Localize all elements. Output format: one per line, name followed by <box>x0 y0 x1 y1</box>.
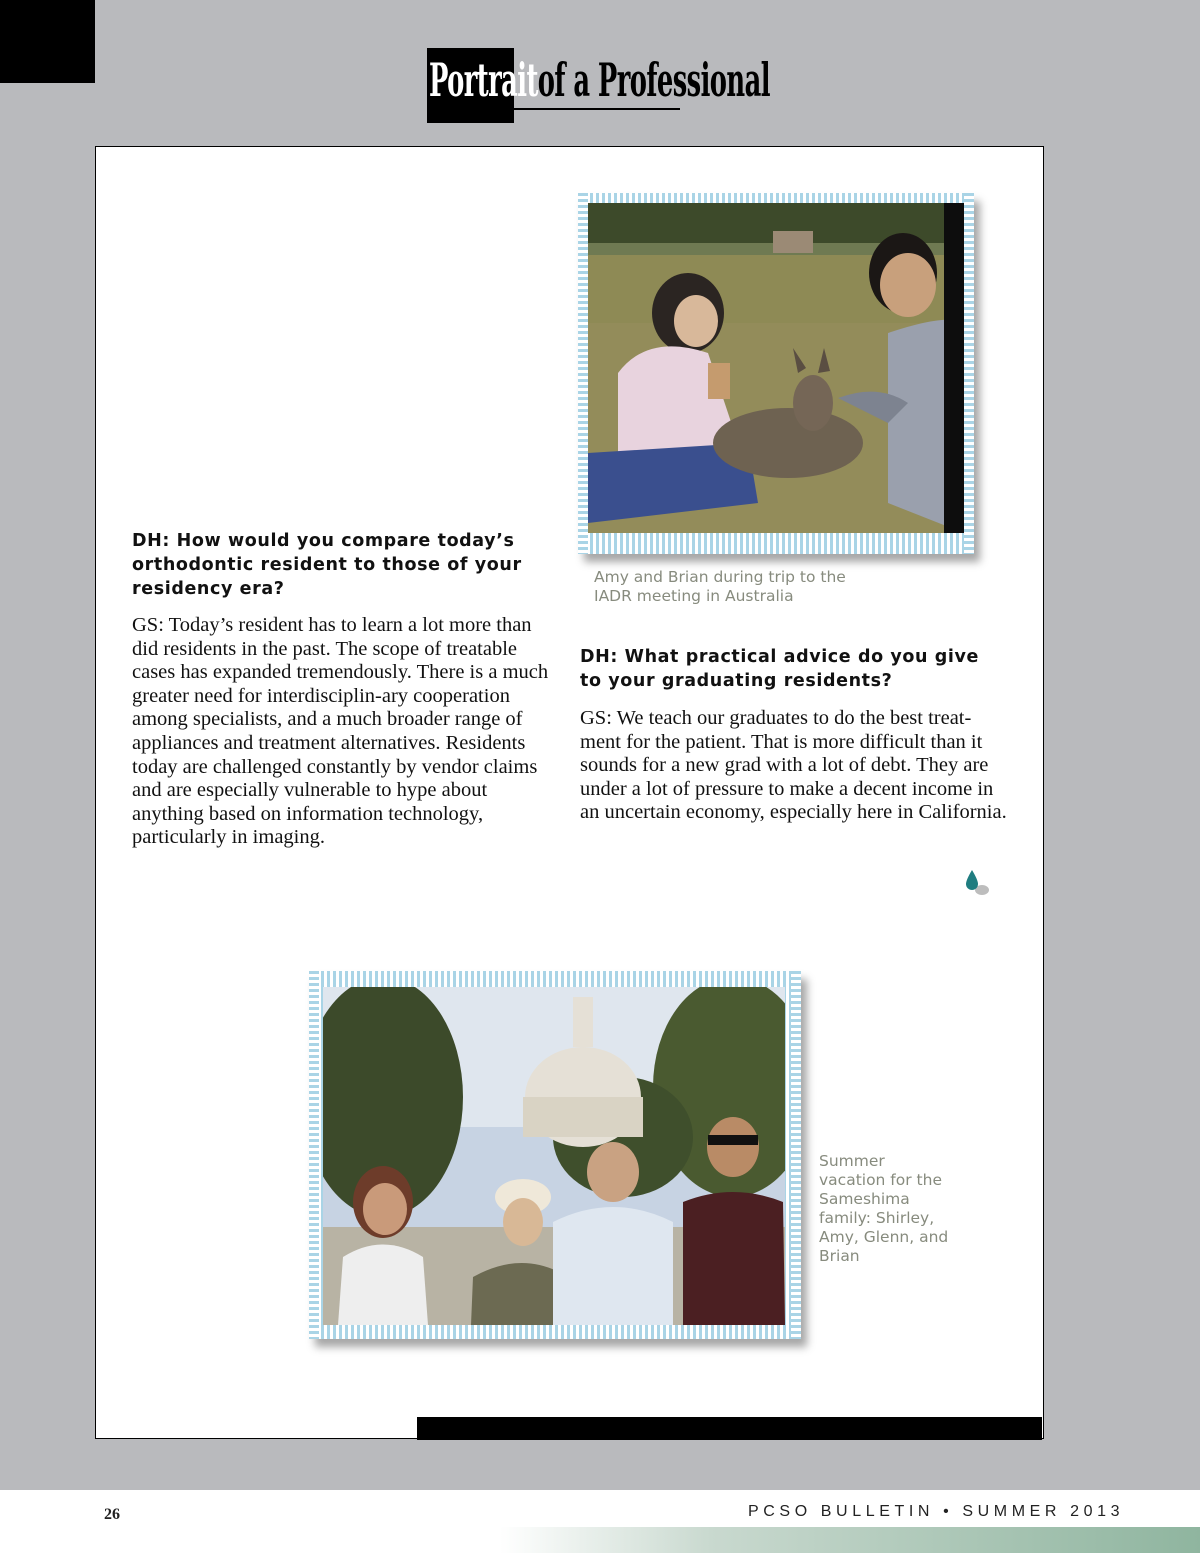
kangaroo-photo <box>588 203 964 533</box>
right-answer: GS: We teach our graduates to do the best treat-ment for the patient. That is more difficult than it sounds for a new grad with a lot of debt. They are under a lot of pressure to make a decent income in an uncertain economy, especially here in California. <box>580 707 1007 824</box>
kangaroo-photo-caption: Amy and Brian during trip to the IADR meeting in Australia <box>594 568 846 605</box>
title-rest: of a Professional <box>537 53 770 107</box>
title-highlight: Portrait <box>429 53 538 107</box>
footer-gradient <box>500 1527 1200 1553</box>
corner-block <box>0 0 95 83</box>
page-number: 26 <box>104 1506 120 1523</box>
title-underline <box>514 108 680 110</box>
kangaroo-photo-frame <box>578 193 974 554</box>
drop-icon <box>964 866 994 900</box>
family-photo-frame <box>309 971 801 1339</box>
left-answer: GS: Today’s resident has to learn a lot more than did residents in the past. The scope of treatable cases has expanded tremendously. There is a much greater need for interdisciplin-ary cooperation among specialists, and a much broader range of appliances and treatment alternatives. Residents today are challenged constantly by vendor claims and are especially vulnerable to hype about anything based on information technology, particularly in imaging. <box>132 614 549 849</box>
family-photo <box>323 987 785 1325</box>
family-photo-caption: Summer vacation for the Sameshima family: Shirley, Amy, Glenn, and Brian <box>819 1152 949 1265</box>
page-title <box>429 52 770 108</box>
left-question: DH: How would you compare today’s orthodontic resident to those of your residency era? <box>132 531 522 599</box>
publication-name: PCSO BULLETIN • SUMMER 2013 <box>748 1503 1125 1520</box>
right-question: DH: What practical advice do you give to your graduating residents? <box>580 647 979 691</box>
bottom-black-bar <box>417 1417 1042 1440</box>
